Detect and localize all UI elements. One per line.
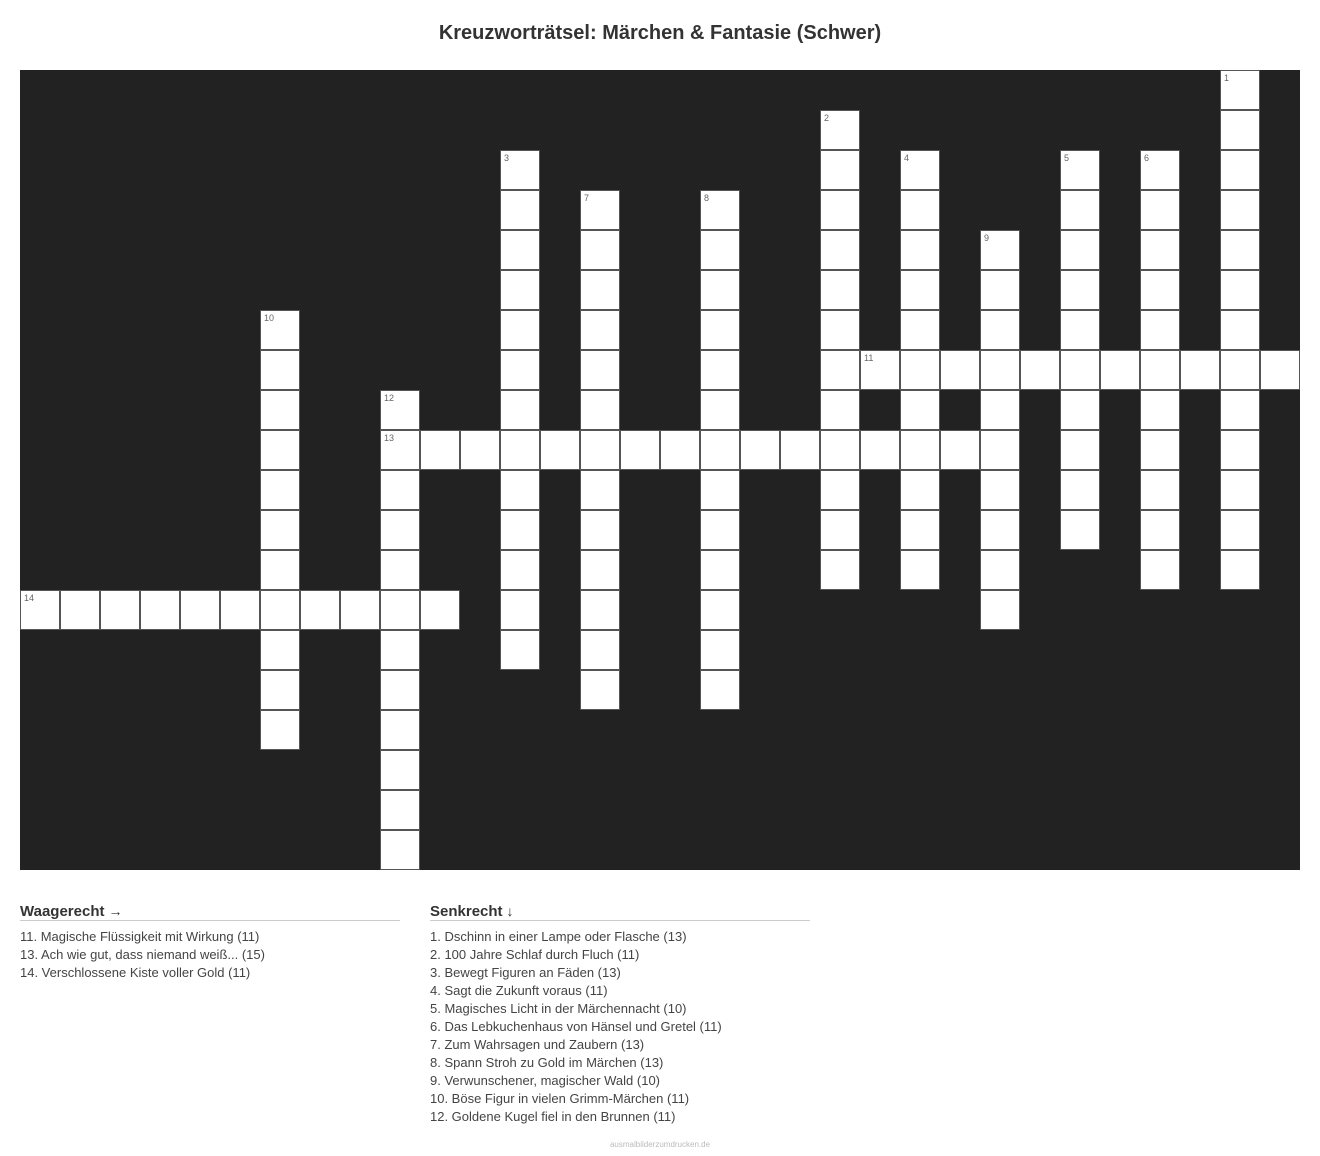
grid-cell[interactable] <box>260 630 300 670</box>
grid-cell[interactable] <box>1220 350 1260 390</box>
grid-cell[interactable] <box>1060 470 1100 510</box>
down-arrow-icon: ↓ <box>506 903 514 919</box>
grid-cell[interactable] <box>180 590 220 630</box>
down-clue-item: 3. Bewegt Figuren an Fäden (13) <box>430 965 621 980</box>
grid-cell[interactable] <box>1140 270 1180 310</box>
grid-cell[interactable] <box>220 590 260 630</box>
grid-cell[interactable] <box>900 230 940 270</box>
down-clues-section <box>430 900 810 1126</box>
grid-cell[interactable] <box>820 270 860 310</box>
down-clue-item: 1. Dschinn in einer Lampe oder Flasche (13) <box>430 929 687 944</box>
cell-number: 11 <box>864 353 874 363</box>
grid-cell[interactable] <box>1140 350 1180 390</box>
grid-cell[interactable] <box>380 670 420 710</box>
grid-cell[interactable] <box>380 550 420 590</box>
grid-cell[interactable] <box>1140 150 1180 190</box>
grid-cell[interactable] <box>1060 270 1100 310</box>
grid-cell[interactable] <box>700 430 740 470</box>
grid-cell[interactable] <box>260 470 300 510</box>
grid-cell[interactable] <box>580 270 620 310</box>
grid-cell[interactable] <box>820 550 860 590</box>
grid-cell[interactable] <box>1140 230 1180 270</box>
grid-cell[interactable] <box>1220 150 1260 190</box>
grid-cell[interactable] <box>380 830 420 870</box>
cell-number: 7 <box>584 193 590 203</box>
grid-cell[interactable] <box>1140 390 1180 430</box>
grid-cell[interactable] <box>580 230 620 270</box>
grid-cell[interactable] <box>420 430 460 470</box>
grid-cell[interactable] <box>580 350 620 390</box>
grid-cell[interactable] <box>900 350 940 390</box>
grid-cell[interactable] <box>860 350 900 390</box>
grid-cell[interactable] <box>900 390 940 430</box>
puzzle-title: Kreuzworträtsel: Märchen & Fantasie (Schwer) <box>438 22 882 44</box>
across-clues-section <box>20 900 400 982</box>
down-clue-item: 2. 100 Jahre Schlaf durch Fluch (11) <box>430 947 640 962</box>
grid-cell[interactable] <box>980 430 1020 470</box>
grid-cell[interactable] <box>1060 230 1100 270</box>
grid-cell[interactable] <box>500 390 540 430</box>
grid-cell[interactable] <box>700 630 740 670</box>
grid-cell[interactable] <box>980 230 1020 270</box>
grid-cell[interactable] <box>1220 190 1260 230</box>
grid-cell[interactable] <box>580 390 620 430</box>
grid-cell[interactable] <box>620 430 660 470</box>
grid-cell[interactable] <box>1220 230 1260 270</box>
grid-cell[interactable] <box>300 590 340 630</box>
grid-cell[interactable] <box>1220 70 1260 110</box>
grid-cell[interactable] <box>1140 510 1180 550</box>
down-clue-item: 9. Verwunschener, magischer Wald (10) <box>430 1073 661 1088</box>
grid-cell[interactable] <box>500 550 540 590</box>
right-arrow-icon: → <box>108 903 123 919</box>
grid-cell[interactable] <box>900 270 940 310</box>
grid-cell[interactable] <box>980 470 1020 510</box>
grid-cell[interactable] <box>860 430 900 470</box>
grid-cell[interactable] <box>140 590 180 630</box>
grid-cell[interactable] <box>980 310 1020 350</box>
grid-cell[interactable] <box>820 190 860 230</box>
grid-cell[interactable] <box>740 430 780 470</box>
grid-cell[interactable] <box>700 510 740 550</box>
grid-cell[interactable] <box>260 590 300 630</box>
cell-number: 4 <box>904 153 910 163</box>
cell-number: 3 <box>504 153 510 163</box>
across-clue-item: 13. Ach wie gut, dass niemand weiß... (15) <box>20 947 265 962</box>
grid-cell[interactable] <box>700 390 740 430</box>
grid-cell[interactable] <box>1220 430 1260 470</box>
grid-cell[interactable] <box>820 430 860 470</box>
across-clue-list <box>20 928 400 982</box>
grid-cell[interactable] <box>1140 190 1180 230</box>
across-heading <box>20 900 400 921</box>
grid-cell[interactable] <box>500 630 540 670</box>
grid-cell[interactable] <box>500 350 540 390</box>
grid-cell[interactable] <box>820 510 860 550</box>
grid-cell[interactable] <box>1220 110 1260 150</box>
grid-cell[interactable] <box>900 510 940 550</box>
grid-cell[interactable] <box>1220 310 1260 350</box>
across-heading-label: Waagerecht <box>20 903 105 920</box>
grid-cell[interactable] <box>420 590 460 630</box>
grid-cell[interactable] <box>940 430 980 470</box>
grid-cell[interactable] <box>1220 510 1260 550</box>
grid-cell[interactable] <box>900 190 940 230</box>
grid-cell[interactable] <box>580 550 620 590</box>
grid-cell[interactable] <box>1220 470 1260 510</box>
grid-cell[interactable] <box>940 350 980 390</box>
grid-cell[interactable] <box>700 670 740 710</box>
grid-cell[interactable] <box>1180 350 1220 390</box>
grid-cell[interactable] <box>260 310 300 350</box>
grid-cell[interactable] <box>380 430 420 470</box>
down-clue-list <box>430 928 810 1126</box>
grid-cell[interactable] <box>1220 390 1260 430</box>
grid-cell[interactable] <box>580 430 620 470</box>
grid-cell[interactable] <box>500 310 540 350</box>
grid-cell[interactable] <box>380 510 420 550</box>
grid-cell[interactable] <box>980 390 1020 430</box>
grid-cell[interactable] <box>900 470 940 510</box>
down-clue-item: 7. Zum Wahrsagen und Zaubern (13) <box>430 1037 645 1052</box>
grid-cell[interactable] <box>700 350 740 390</box>
grid-cell[interactable] <box>500 590 540 630</box>
grid-cell[interactable] <box>1260 350 1300 390</box>
grid-cell[interactable] <box>380 750 420 790</box>
grid-cell[interactable] <box>1140 430 1180 470</box>
grid-cell[interactable] <box>900 150 940 190</box>
across-clue-item: 11. Magische Flüssigkeit mit Wirkung (11) <box>20 929 260 944</box>
grid-cell[interactable] <box>900 310 940 350</box>
grid-cell[interactable] <box>700 310 740 350</box>
grid-cell[interactable] <box>380 710 420 750</box>
grid-cell[interactable] <box>1220 270 1260 310</box>
grid-cell[interactable] <box>700 550 740 590</box>
grid-cell[interactable] <box>820 230 860 270</box>
grid-cell[interactable] <box>380 470 420 510</box>
grid-cell[interactable] <box>380 790 420 830</box>
grid-cell[interactable] <box>980 270 1020 310</box>
cell-number: 6 <box>1144 153 1150 163</box>
cell-number: 14 <box>24 593 35 603</box>
grid-cell[interactable] <box>820 470 860 510</box>
grid-cell[interactable] <box>580 670 620 710</box>
grid-cell[interactable] <box>380 630 420 670</box>
grid-cell[interactable] <box>1140 550 1180 590</box>
grid-cell[interactable] <box>820 310 860 350</box>
grid-cell[interactable] <box>500 430 540 470</box>
grid-cell[interactable] <box>700 270 740 310</box>
cell-number: 2 <box>824 113 830 123</box>
grid-cell[interactable] <box>260 430 300 470</box>
grid-cell[interactable] <box>500 190 540 230</box>
grid-cell[interactable] <box>1060 190 1100 230</box>
down-clue-item: 6. Das Lebkuchenhaus von Hänsel und Gretel (11) <box>430 1019 722 1034</box>
down-clue-item: 5. Magisches Licht in der Märchennacht (10) <box>430 1001 687 1016</box>
grid-cell[interactable] <box>980 550 1020 590</box>
grid-cell[interactable] <box>980 350 1020 390</box>
grid-cell[interactable] <box>260 710 300 750</box>
grid-cell[interactable] <box>580 630 620 670</box>
down-clue-item: 4. Sagt die Zukunft voraus (11) <box>430 983 608 998</box>
grid-cell[interactable] <box>580 190 620 230</box>
cell-number: 1 <box>1224 73 1230 83</box>
grid-cell[interactable] <box>820 150 860 190</box>
grid-cell[interactable] <box>820 390 860 430</box>
grid-cell[interactable] <box>1060 510 1100 550</box>
grid-cell[interactable] <box>500 510 540 550</box>
grid-cell[interactable] <box>900 430 940 470</box>
grid-cell[interactable] <box>380 590 420 630</box>
grid-cell[interactable] <box>500 270 540 310</box>
grid-cell[interactable] <box>580 470 620 510</box>
cell-number: 8 <box>704 193 710 203</box>
grid-cell[interactable] <box>1060 430 1100 470</box>
down-heading <box>430 900 810 921</box>
grid-cell[interactable] <box>660 430 700 470</box>
grid-cell[interactable] <box>260 510 300 550</box>
grid-cell[interactable] <box>340 590 380 630</box>
footer-credit: ausmalbilderzumdrucken.de <box>609 1140 711 1149</box>
grid-cell[interactable] <box>1100 350 1140 390</box>
cell-number: 5 <box>1064 153 1070 163</box>
grid-cell[interactable] <box>700 590 740 630</box>
across-clue-item: 14. Verschlossene Kiste voller Gold (11) <box>20 965 251 980</box>
grid-cell[interactable] <box>1060 390 1100 430</box>
grid-cell[interactable] <box>700 470 740 510</box>
grid-cell[interactable] <box>1020 350 1060 390</box>
grid-cell[interactable] <box>900 550 940 590</box>
grid-cell[interactable] <box>500 470 540 510</box>
grid-cell[interactable] <box>1060 310 1100 350</box>
down-clue-item: 12. Goldene Kugel fiel in den Brunnen (11) <box>430 1109 676 1124</box>
grid-cell[interactable] <box>460 430 500 470</box>
grid-cell[interactable] <box>500 150 540 190</box>
grid-cell[interactable] <box>1060 150 1100 190</box>
grid-cell[interactable] <box>580 310 620 350</box>
grid-cell[interactable] <box>380 390 420 430</box>
grid-cell[interactable] <box>1140 310 1180 350</box>
down-heading-label: Senkrecht <box>430 903 503 920</box>
grid-cell[interactable] <box>1060 350 1100 390</box>
grid-cell[interactable] <box>540 430 580 470</box>
grid-cell[interactable] <box>1220 550 1260 590</box>
crossword-grid <box>20 70 1300 870</box>
grid-cell[interactable] <box>980 510 1020 550</box>
cell-number: 13 <box>384 433 395 443</box>
grid-cell[interactable] <box>260 350 300 390</box>
down-clue-item: 8. Spann Stroh zu Gold im Märchen (13) <box>430 1055 664 1070</box>
cell-number: 10 <box>264 313 275 323</box>
grid-cell[interactable] <box>980 590 1020 630</box>
grid-cell[interactable] <box>60 590 100 630</box>
grid-cell[interactable] <box>260 670 300 710</box>
down-clue-item: 10. Böse Figur in vielen Grimm-Märchen (11) <box>430 1091 690 1106</box>
grid-cell[interactable] <box>260 550 300 590</box>
grid-cell[interactable] <box>100 590 140 630</box>
grid-cell[interactable] <box>820 350 860 390</box>
cell-number: 9 <box>984 233 990 243</box>
grid-cell[interactable] <box>260 390 300 430</box>
cell-number: 12 <box>384 393 395 403</box>
grid-cell[interactable] <box>500 230 540 270</box>
grid-cell[interactable] <box>700 190 740 230</box>
grid-cell[interactable] <box>1140 470 1180 510</box>
grid-cell[interactable] <box>580 510 620 550</box>
grid-cell[interactable] <box>780 430 820 470</box>
grid-cell[interactable] <box>20 590 60 630</box>
grid-cell[interactable] <box>580 590 620 630</box>
grid-cell[interactable] <box>700 230 740 270</box>
grid-cell[interactable] <box>820 110 860 150</box>
